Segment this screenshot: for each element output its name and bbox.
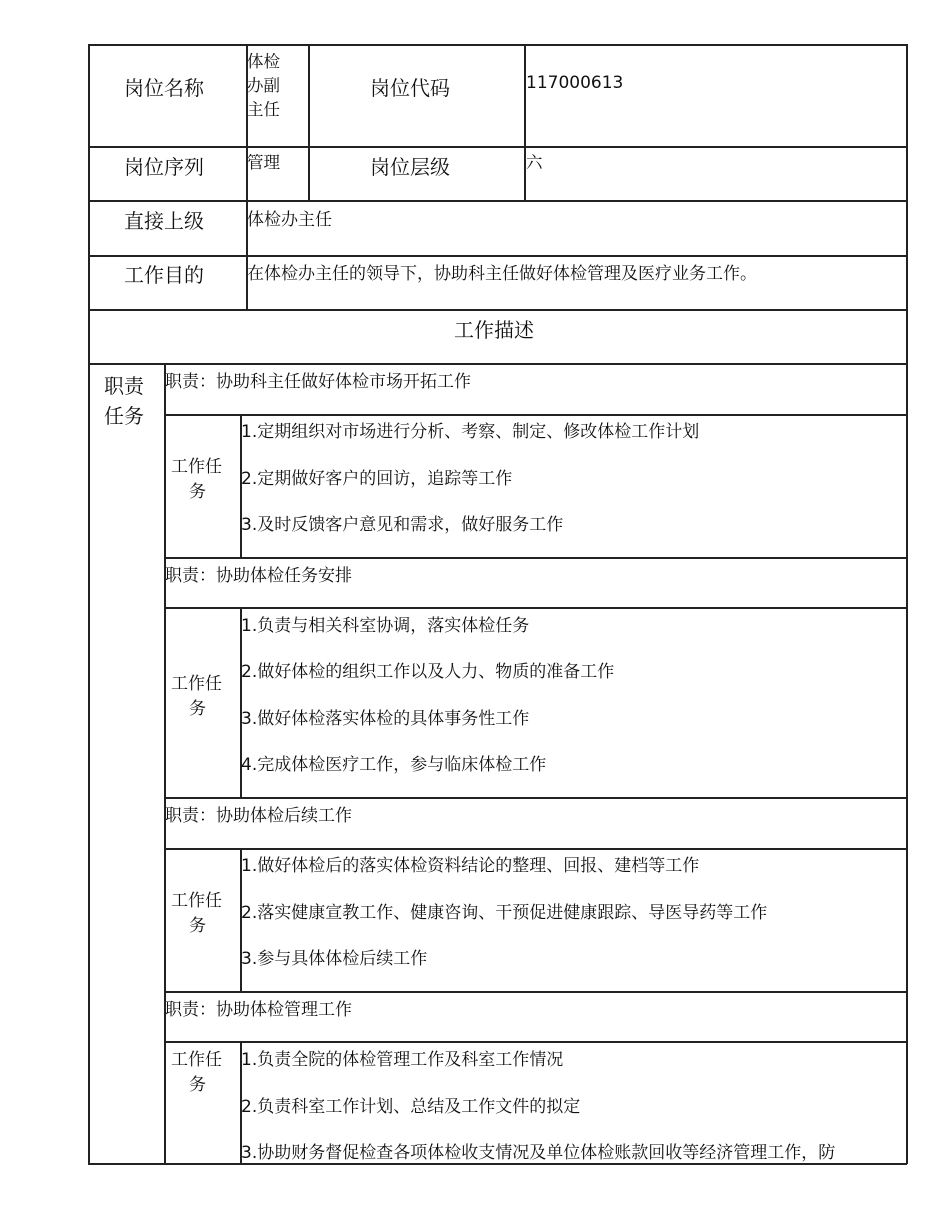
task-item: 3.协助财务督促检查各项体检收支情况及单位体检账款回收等经济管理工作，防 [241,1143,836,1163]
purpose-value: 在体检办主任的领导下，协助科主任做好体检管理及医疗业务工作。 [247,264,757,284]
row-divider [164,991,907,993]
task-label-line: 务 [189,482,206,502]
task-item: 2.定期做好客户的回访，追踪等工作 [241,469,513,489]
row-divider [164,1041,907,1043]
task-label-line: 工作任 [171,457,222,477]
task-label-line: 务 [189,916,206,936]
post-sequence-value: 管理 [247,153,280,172]
post-level-value: 六 [526,153,543,172]
table-border-top [88,44,907,46]
section-title: 工作描述 [454,318,534,342]
task-item: 1.负责与相关科室协调，落实体检任务 [241,616,530,636]
task-item: 2.落实健康宣教工作、健康咨询、干预促进健康跟踪、导医导药等工作 [241,903,768,923]
duty-title: 职责：协助体检后续工作 [165,806,352,826]
duty-title: 职责：协助科主任做好体检市场开拓工作 [165,372,471,392]
row-divider [88,309,907,311]
task-label-line: 工作任 [171,1050,222,1070]
post-name-value-line: 办副 [247,76,280,95]
superior-label: 直接上级 [124,209,204,233]
task-item: 3.及时反馈客户意见和需求，做好服务工作 [241,515,564,535]
table-border-bottom [88,1163,907,1165]
duties-label-line: 职责 [104,374,144,398]
task-label-line: 务 [189,699,206,719]
col-divider [524,44,526,201]
duties-label-line: 任务 [104,404,144,428]
task-item: 2.做好体检的组织工作以及人力、物质的准备工作 [241,662,615,682]
purpose-label: 工作目的 [124,263,204,287]
row-divider [88,363,907,365]
task-label-line: 工作任 [171,674,222,694]
superior-value: 体检办主任 [247,210,332,230]
task-item: 4.完成体检医疗工作，参与临床体检工作 [241,755,547,775]
duty-title: 职责：协助体检任务安排 [165,566,352,586]
duty-title: 职责：协助体检管理工作 [165,1000,352,1020]
row-divider [164,414,907,416]
row-divider [164,557,907,559]
task-label-line: 务 [189,1075,206,1095]
task-item: 2.负责科室工作计划、总结及工作文件的拟定 [241,1097,581,1117]
row-divider [164,797,907,799]
task-item: 1.负责全院的体检管理工作及科室工作情况 [241,1050,564,1070]
task-item: 3.参与具体体检后续工作 [241,949,428,969]
task-item: 3.做好体检落实体检的具体事务性工作 [241,709,530,729]
row-divider [164,607,907,609]
task-item: 1.定期组织对市场进行分析、考察、制定、修改体检工作计划 [241,422,700,442]
post-name-label: 岗位名称 [124,76,204,100]
post-sequence-label: 岗位序列 [124,155,204,179]
table-border-right [906,44,908,1164]
post-code-label: 岗位代码 [370,76,450,100]
row-divider [88,200,907,202]
row-divider [88,255,907,257]
row-divider [88,146,907,148]
post-code-value: 117000613 [526,73,624,93]
col-divider [164,363,166,1164]
table-border-left [88,44,90,1164]
post-name-value-line: 体检 [247,52,280,71]
col-divider [308,44,310,201]
post-level-label: 岗位层级 [370,155,450,179]
task-label-line: 工作任 [171,891,222,911]
task-item: 1.做好体检后的落实体检资料结论的整理、回报、建档等工作 [241,856,700,876]
post-name-value-line: 主任 [247,100,280,119]
row-divider [164,848,907,850]
